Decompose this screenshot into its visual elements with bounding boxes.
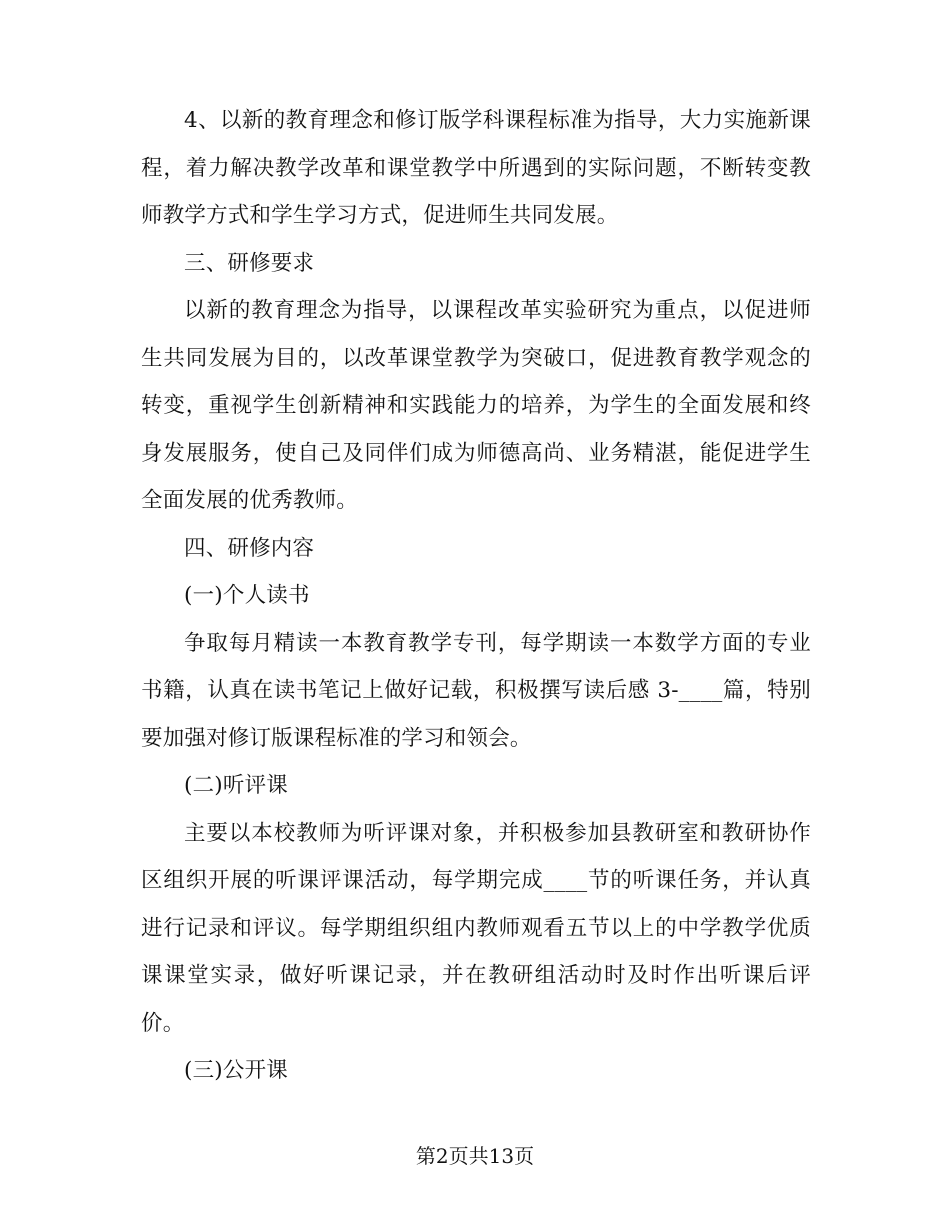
section-heading-requirements: 三、研修要求 [184, 250, 315, 276]
paragraph-reading: 争取每月精读一本教育教学专刊，每学期读一本数学方面的专业书籍，认真在读书笔记上做好记载，积极撰写读后感 3-____篇，特别要加强对修订版课程标准的学习和领会。 [141, 630, 811, 751]
paragraph-requirements: 以新的教育理念为指导，以课程改革实验研究为重点，以促进师生共同发展为目的，以改革课堂教学为突破口，促进教育教学观念的转变，重视学生创新精神和实践能力的培养，为学生的全面发展和终身发展服务，使自己及同伴们成为师德高尚、业务精湛，能促进学生全面发展的优秀教师。 [141, 298, 811, 513]
subheading-reading: (一)个人读书 [184, 583, 310, 608]
subheading-lesson-review: (二)听评课 [184, 773, 288, 798]
paragraph-lesson-review: 主要以本校教师为听评课对象，并积极参加县教研室和教研协作区组织开展的听课评课活动，每学期完成____节的听课任务，并认真进行记录和评议。每学期组织组内教师观看五节以上的中学教学优质课课堂实录，做好听课记录，并在教研组活动时及时作出听课后评价。 [141, 820, 811, 1036]
page-number-footer: 第2页共13页 [415, 1144, 535, 1168]
subheading-open-class: (三)公开课 [184, 1058, 288, 1083]
document-body [141, 97, 811, 1095]
paragraph-item-4: 4、以新的教育理念和修订版学科课程标准为指导，大力实施新课程，着力解决教学改革和课堂教学中所遇到的实际问题，不断转变教师教学方式和学生学习方式，促进师生共同发展。 [141, 108, 811, 228]
section-heading-content: 四、研修内容 [184, 535, 315, 561]
